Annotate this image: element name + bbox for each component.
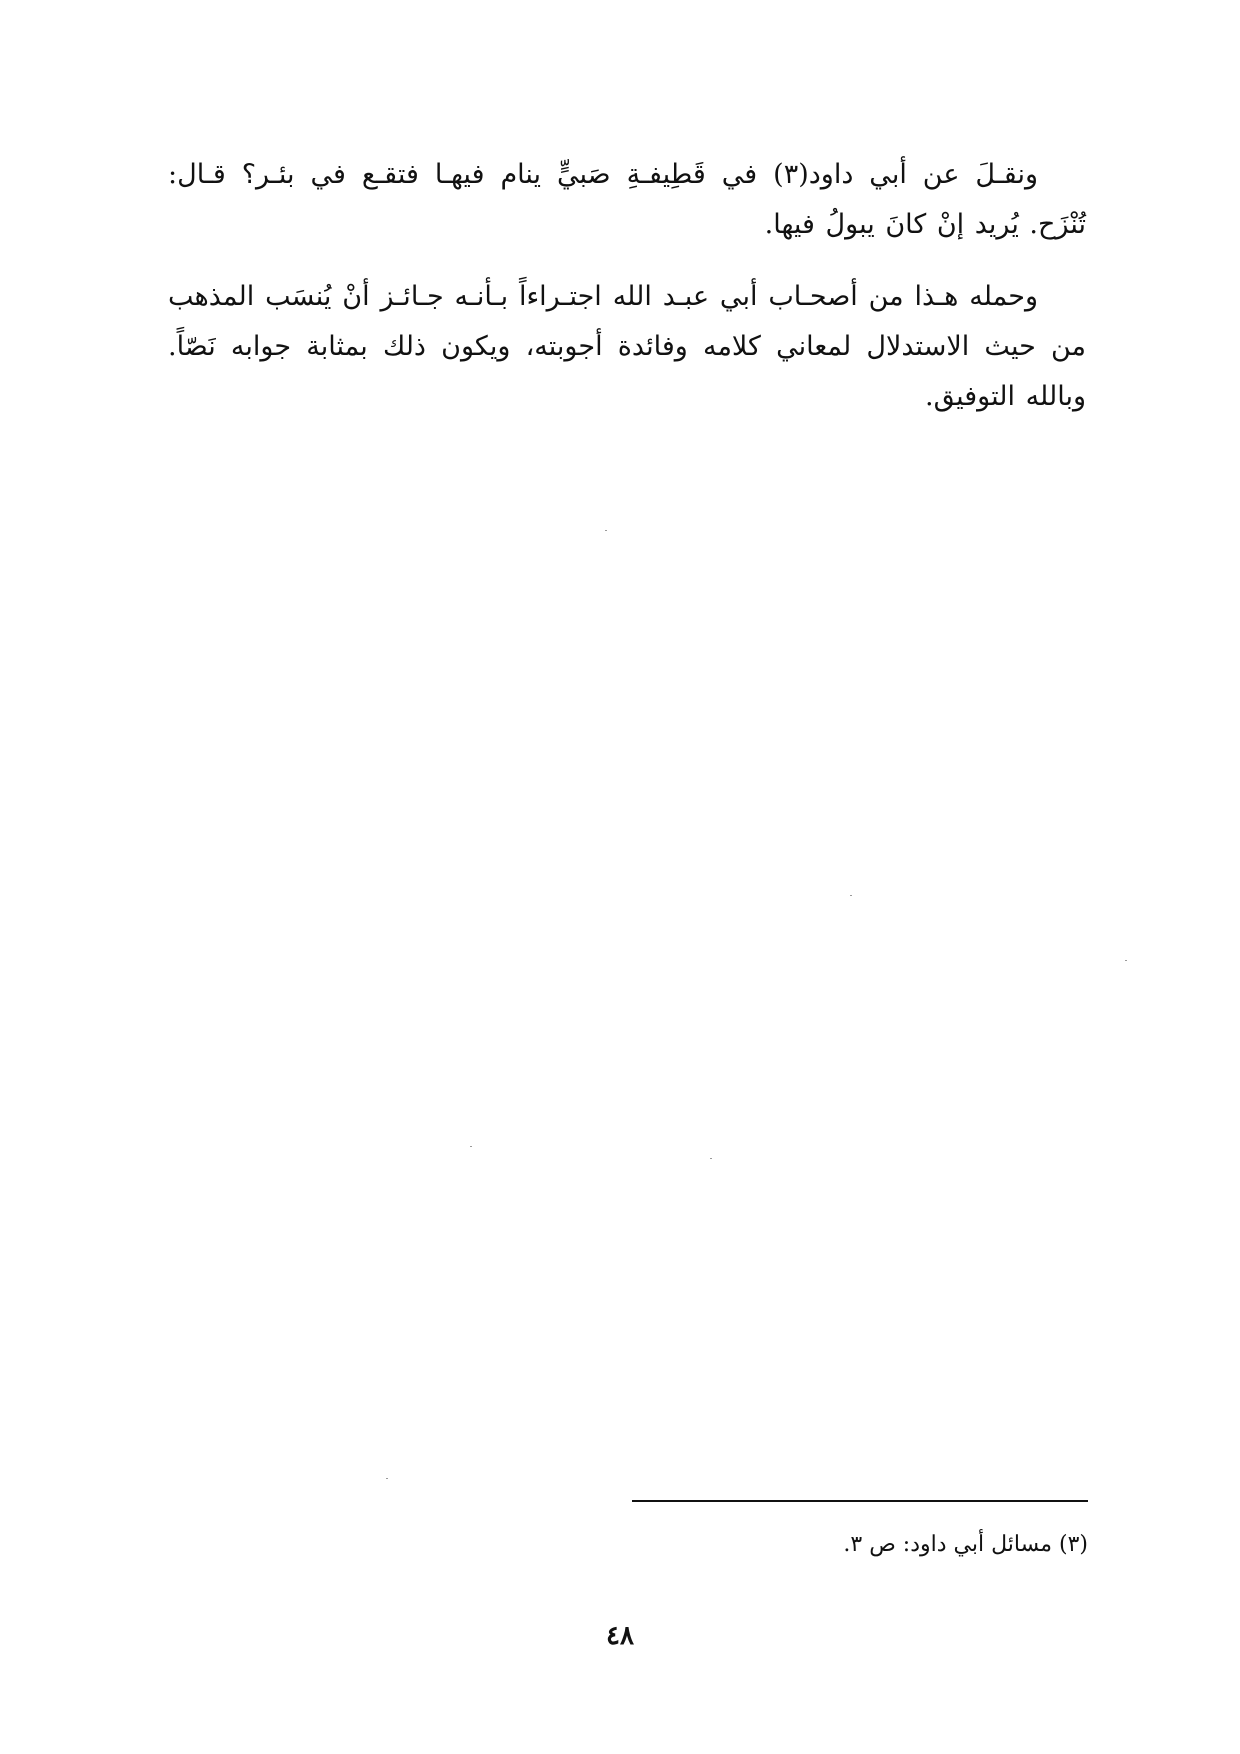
scan-speck bbox=[605, 530, 607, 531]
body-text bbox=[168, 150, 1086, 444]
page-number: ٤٨ bbox=[606, 1621, 634, 1651]
scan-speck bbox=[386, 1478, 388, 1479]
scan-speck bbox=[850, 895, 852, 896]
scan-speck bbox=[710, 1158, 712, 1159]
scan-speck bbox=[470, 1146, 472, 1147]
footnote-separator bbox=[632, 1500, 1088, 1502]
footnote: (٣) مسائل أبي داود: ص ٣. bbox=[843, 1532, 1088, 1557]
paragraph-1: ونقـلَ عن أبي داود(٣) في قَطِيفـةِ صَبيٍّ ينام فيهـا فتقـع في بئـر؟ قـال: تُنْزَح. يُريد إنْ كانَ يبولُ فيها. bbox=[168, 159, 1086, 240]
scan-speck bbox=[1125, 960, 1127, 961]
paragraph-2: وحمله هـذا من أصحـاب أبي عبـد الله اجتـراءاً بـأنـه جـائـز أنْ يُنسَب المذهب من حيث الاستدلال لمعاني كلامه وفائدة أجوبته، ويكون ذلك بمثابة جوابه نَصّاً. وبالله التوفيق. bbox=[168, 281, 1086, 412]
